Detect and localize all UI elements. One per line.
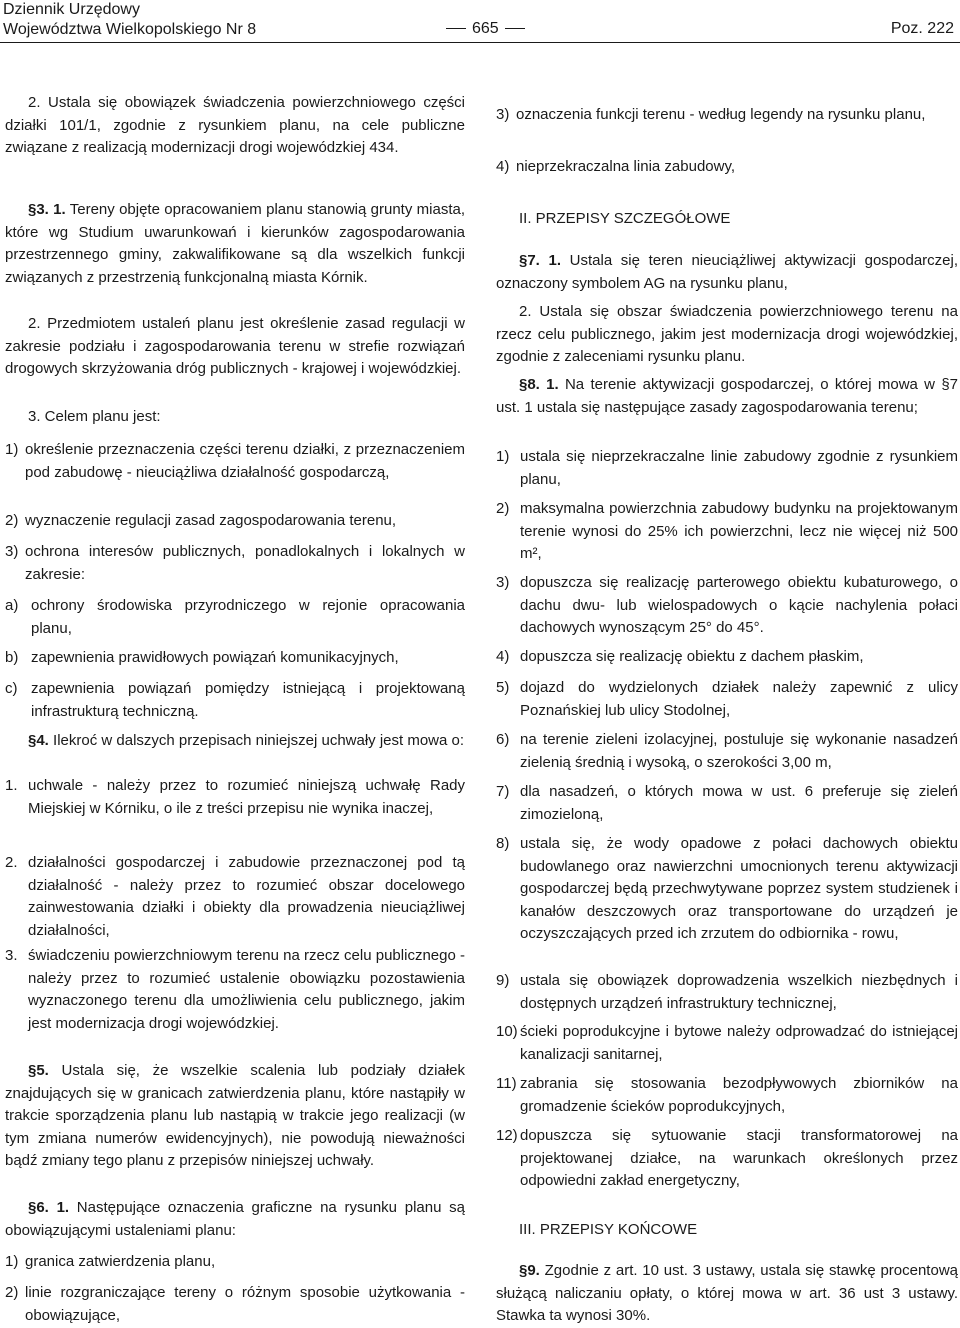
s3-ust2-paragraph: 2. Przedmiotem ustaleń planu jest określenie zasad regulacji w zakresie podziału i zagospodarowania terenu w strefie rozwiązań drogowych skrzyżowania dróg publicznych - krajowej i wojewódzkiej. [5, 315, 465, 377]
s8-paragraph [496, 374, 958, 419]
s4-text: Ilekroć w dalszych przepisach niniejszej uchwały jest mowa o: [53, 732, 465, 749]
page-number-value: 665 [472, 20, 499, 37]
s3-ust3-paragraph: 3. Celem planu jest: [28, 408, 161, 425]
list-item-text: ścieki poprodukcyjne i bytowe należy odprowadzać do istniejącej kanalizacji sanitarnej, [520, 1023, 958, 1063]
page-header [0, 0, 960, 43]
list-item-number: 3) [496, 106, 510, 123]
list-item-number: 10) [496, 1023, 518, 1040]
list-item [496, 1125, 958, 1193]
list-item-text: dopuszcza się realizację obiektu z dachem płaskim, [520, 648, 864, 665]
list-item [496, 781, 958, 826]
sub-list-item-letter: b) [5, 649, 19, 666]
list-item [496, 572, 958, 640]
list-item [496, 1021, 958, 1066]
sub-list-item-text: zapewnienia prawidłowych powiązań komunikacyjnych, [31, 649, 399, 666]
list-item-number: 6) [496, 731, 510, 748]
list-item-number: 1) [496, 448, 510, 465]
section-heading-detailed: II. PRZEPISY SZCZEGÓŁOWE [519, 210, 731, 227]
sub-list-item-text: ochrony środowiska przyrodniczego w rejonie opracowania planu, [31, 597, 465, 637]
list-item [496, 1073, 958, 1118]
s3-ust1-paragraph [5, 199, 465, 289]
list-item-text: ustala się nieprzekraczalne linie zabudowy zgodnie z rysunkiem planu, [520, 448, 958, 488]
list-item-text: na terenie zieleni izolacyjnej, postuluje się wykonanie nasadzeń zielenią średnią i wysoką, o szerokości 3,00 m, [520, 731, 958, 771]
list-item [496, 729, 958, 774]
list-item-number: 5) [496, 679, 510, 696]
sub-list-item [5, 678, 465, 723]
list-item-number: 4) [496, 648, 510, 665]
list-item-number: 1) [5, 441, 19, 458]
sub-list-item [5, 595, 465, 640]
list-item-number: 11) [496, 1075, 517, 1092]
page-number [440, 19, 531, 39]
sub-list-item-letter: c) [5, 680, 18, 697]
s6-text: Następujące oznaczenia graficzne na rysunku planu są obowiązującymi ustaleniami planu: [5, 1199, 465, 1239]
list-item-number: 2) [5, 512, 19, 529]
list-item [5, 1251, 465, 1274]
s9-paragraph [496, 1260, 958, 1328]
list-item [496, 677, 958, 722]
list-item-text: dopuszcza się realizację parterowego obiektu kubaturowego, o dachu dwu- lub wielospadowych o kącie nachylenia połaci dachowych wynoszącym 25° do 45°. [520, 574, 958, 636]
list-item-text: wyznaczenie regulacji zasad zagospodarowania terenu, [25, 512, 397, 529]
s4-paragraph [5, 730, 465, 753]
list-item [5, 1282, 465, 1327]
definition-item [5, 945, 465, 1035]
list-item-text: ustala się, że wody opadowe z połaci dachowych obiektu budowlanego oraz nawierzchni umocnionych terenu aktywizacji gospodarczej będą przechwytywane poprzez system studzienek i kanałów deszczowych oraz transportowane do urządzeń je oczyszczających przed ich zrzutem do odbiornika - rowu, [520, 835, 958, 942]
s5-paragraph [5, 1060, 465, 1173]
list-item-number: 3) [496, 574, 510, 591]
journal-title [3, 0, 256, 40]
sub-list-item-letter: a) [5, 597, 19, 614]
definition-number: 3. [5, 947, 18, 964]
list-item-number: 2) [496, 500, 510, 517]
list-item [5, 510, 465, 533]
list-item-text: dla nasadzeń, o których mowa w ust. 6 preferuje się zieleń zimozieloną, [520, 783, 958, 823]
list-item-number: 12) [496, 1127, 518, 1144]
definition-text: działalności gospodarczej i zabudowie przeznaczonej pod tą działalność - należy przez to rozumieć obszar docelowego zainwestowania działki i obiekty dla prowadzenia nieuciążliwej działalności, [28, 854, 465, 939]
s6-mark: §6. 1. [28, 1199, 70, 1216]
list-item [496, 646, 958, 669]
s8-mark: §8. 1. [519, 376, 559, 393]
list-item-text: ochrona interesów publicznych, ponadlokalnych i lokalnych w zakresie: [25, 543, 465, 583]
list-item-text: maksymalna powierzchnia zabudowy budynku na projektowanym terenie wynosi do 25% ich powierzchni, lecz nie więcej niż 500 m², [520, 500, 958, 562]
s8-text: Na terenie aktywizacji gospodarczej, o której mowa w §7 ust. 1 ustala się następujące zasady zagospodarowania terenu; [496, 376, 958, 416]
list-item-text: granica zatwierdzenia planu, [25, 1253, 216, 1270]
definition-text: uchwale - należy przez to rozumieć niniejszą uchwałę Rady Miejskiej w Kórniku, o ile z treści przepisu nie wynika inaczej, [28, 777, 465, 817]
definition-item [5, 852, 465, 942]
definition-number: 2. [5, 854, 18, 871]
list-item-number: 8) [496, 835, 510, 852]
list-item [496, 970, 958, 1015]
list-item-number: 1) [5, 1253, 19, 1270]
list-item-text: linie rozgraniczające tereny o różnym sposobie użytkowania - obowiązujące, [25, 1284, 465, 1324]
journal-title-line2: Województwa Wielkopolskiego Nr 8 [3, 21, 257, 38]
s3-ust1-text: Tereny objęte opracowaniem planu stanowią grunty miasta, które wg Studium uwarunkowań i kierunków zagospodarowania przestrzennego gminy, zakwalifikowane są dla wszelkich funkcji związanych z przestrzenią funkcjonalną miasta Kórnik. [5, 201, 466, 286]
journal-title-line1: Dziennik Urzędowy [3, 1, 140, 18]
list-item [5, 541, 465, 586]
s7-ust1-text: Ustala się teren nieuciążliwej aktywizacji gospodarczej, oznaczony symbolem AG na rysunku planu, [496, 252, 959, 292]
definition-item [5, 775, 465, 820]
s4-mark: §4. [28, 732, 49, 749]
s7-ust2-paragraph: 2. Ustala się obszar świadczenia powierzchniowego terenu na rzecz celu publicznego, jakim jest modernizacja drogi wojewódzkiej, zgodnie z zaleceniami rysunku planu. [496, 303, 958, 365]
definition-number: 1. [5, 777, 18, 794]
s7-ust1-paragraph [496, 250, 958, 295]
list-item [496, 446, 958, 491]
list-item-number: 4) [496, 158, 510, 175]
list-item [5, 439, 465, 484]
s2-ust2-paragraph: 2. Ustala się obowiązek świadczenia powierzchniowego części działki 101/1, zgodnie z rysunkiem planu, na cele publiczne związane z realizacją modernizacji drogi wojewódzkiej 434. [5, 94, 465, 156]
s6-paragraph [5, 1197, 465, 1242]
sub-list-item-text: zapewnienia powiązań pomiędzy istniejącą i projektowaną infrastrukturą techniczną. [31, 680, 465, 720]
s9-text: Zgodnie z art. 10 ust. 3 ustawy, ustala się stawkę procentową służącą naliczaniu opłaty, o której mowa w art. 36 ust 3 ustawy. Stawka ta wynosi 30%. [496, 1262, 958, 1324]
list-item-text: dopuszcza się sytuowanie stacji transformatorowej na projektowanej działce, na warunkach określonych przez odpowiedni zakład energetyczny, [520, 1127, 958, 1189]
list-item [496, 498, 958, 566]
definition-text: świadczeniu powierzchniowym terenu na rzecz celu publicznego - należy przez to rozumieć ustalenie obowiązku pozostawienia wyznaczonego terenu dla umożliwienia celu publicznego, jakim jest modernizacja drogi wojewódzkiej. [28, 947, 465, 1032]
list-item-number: 9) [496, 972, 510, 989]
list-item [496, 156, 958, 179]
list-item-number: 7) [496, 783, 510, 800]
s5-text: Ustala się, że wszelkie scalenia lub podziały działek znajdujących się w granicach zatwierdzenia planu, które nastąpiły w trakcie sporządzenia planu lub nastąpią w trakcie jego realizacji (w tym zmiana numerów ewidencyjnych), nie powodują nieważności bądź zmiany tego planu z przepisów niniejszej uchwały. [5, 1062, 465, 1169]
list-item [496, 104, 958, 127]
list-item-number: 2) [5, 1284, 19, 1301]
s7-mark: §7. 1. [519, 252, 562, 269]
section-heading-final: III. PRZEPISY KOŃCOWE [519, 1221, 698, 1238]
list-item-text: zabrania się stosowania bezodpływowych zbiorników na gromadzenie ścieków poprodukcyjnych, [520, 1075, 958, 1115]
s3-mark: §3. 1. [28, 201, 66, 218]
list-item-text: określenie przeznaczenia części terenu działki, z przeznaczeniem pod zabudowę - nieuciążliwa działalność gospodarczą, [25, 441, 465, 481]
list-item [496, 833, 958, 946]
list-item-text: oznaczenia funkcji terenu - według legendy na rysunku planu, [516, 106, 926, 123]
list-item-text: ustala się obowiązek doprowadzenia wszelkich niezbędnych i dostępnych urządzeń infrastruktury technicznej, [520, 972, 958, 1012]
position-number: Poz. 222 [890, 20, 954, 37]
list-item-number: 3) [5, 543, 19, 560]
s5-mark: §5. [28, 1062, 49, 1079]
list-item-text: nieprzekraczalna linia zabudowy, [516, 158, 736, 175]
s9-mark: §9. [519, 1262, 540, 1279]
sub-list-item [5, 647, 465, 670]
list-item-text: dojazd do wydzielonych działek należy zapewnić z ulicy Poznańskiej lub ulicy Stodolnej, [520, 679, 958, 719]
